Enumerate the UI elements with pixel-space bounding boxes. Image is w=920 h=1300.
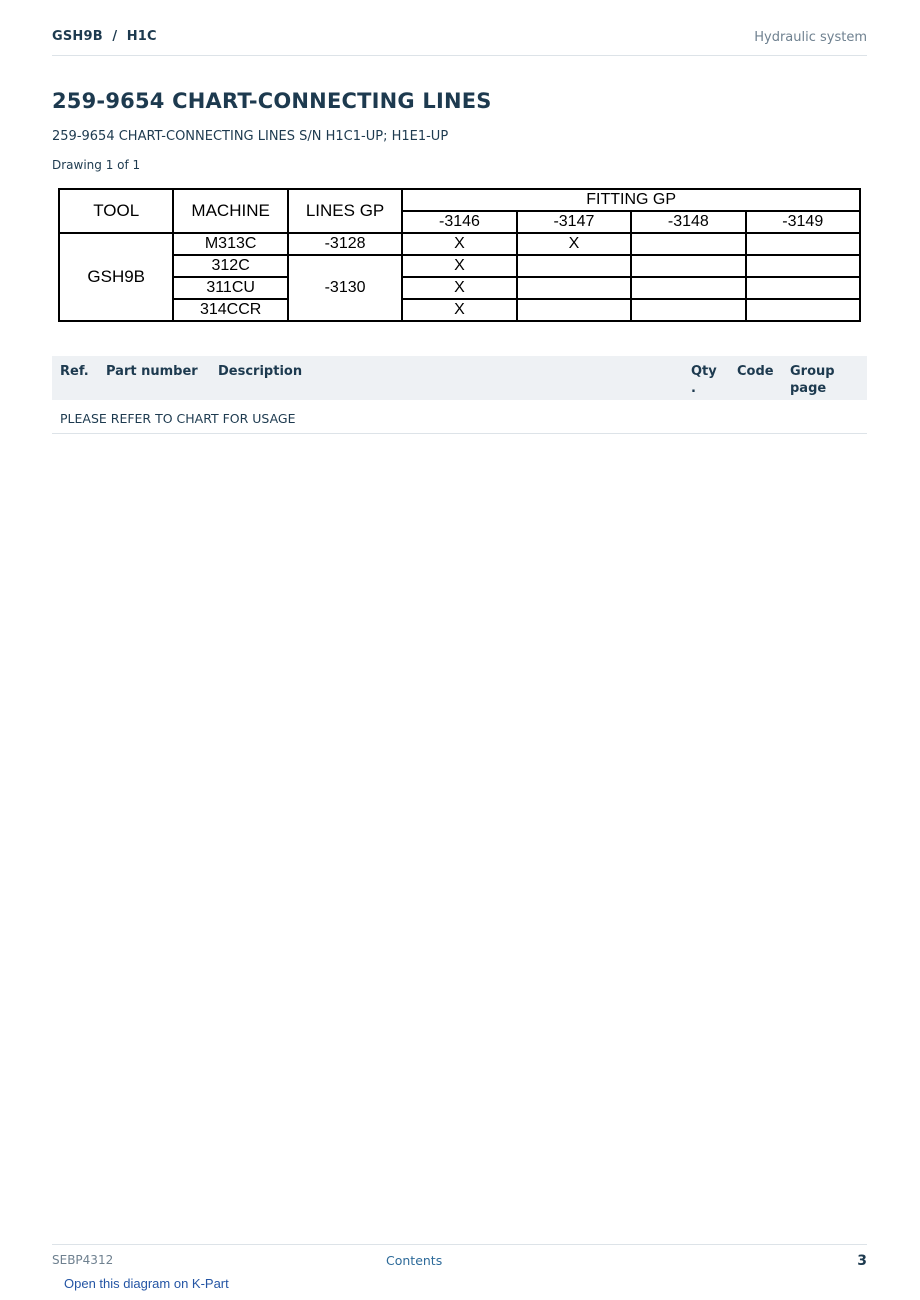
col-code: Code xyxy=(737,364,774,379)
col-group-page: Group page xyxy=(790,364,835,396)
chart-tool-cell: GSH9B xyxy=(59,233,173,321)
drawing-count: Drawing 1 of 1 xyxy=(52,158,141,172)
kpart-link[interactable]: Open this diagram on K-Part xyxy=(64,1276,229,1291)
page-number: 3 xyxy=(857,1253,867,1269)
chart-header-fitting-gp: FITTING GP xyxy=(402,189,860,211)
chart-fitting-mark xyxy=(631,233,745,255)
chart-fitting-mark: X xyxy=(402,233,516,255)
chart-fitting-col: -3149 xyxy=(746,211,860,233)
chart-fitting-mark: X xyxy=(402,299,516,321)
chart-fitting-mark xyxy=(631,277,745,299)
parts-list xyxy=(52,356,867,434)
chart-header-row xyxy=(59,189,860,211)
chart-fitting-mark: X xyxy=(402,277,516,299)
chart-row xyxy=(59,277,860,299)
chart-fitting-mark: X xyxy=(517,233,631,255)
chart-fitting-mark xyxy=(631,299,745,321)
chart-machine-cell: 314CCR xyxy=(173,299,287,321)
breadcrumb: GSH9B / H1C xyxy=(52,29,157,44)
chart-lines-cell: -3128 xyxy=(288,233,402,255)
chart-fitting-col: -3148 xyxy=(631,211,745,233)
chart-header-tool: TOOL xyxy=(59,189,173,233)
page-header xyxy=(52,28,867,56)
chart-fitting-col: -3147 xyxy=(517,211,631,233)
col-description: Description xyxy=(218,364,303,379)
chart-fitting-mark xyxy=(517,299,631,321)
chart-fitting-mark xyxy=(517,277,631,299)
connecting-lines-chart xyxy=(58,188,861,327)
page-footer xyxy=(52,1244,867,1275)
parts-list-header xyxy=(52,356,867,400)
chart-machine-cell: M313C xyxy=(173,233,287,255)
document-id: SEBP4312 xyxy=(52,1253,114,1267)
chart-fitting-mark xyxy=(517,255,631,277)
parts-list-note: PLEASE REFER TO CHART FOR USAGE xyxy=(60,411,296,426)
chart-fitting-mark xyxy=(746,299,860,321)
col-qty: Qty . xyxy=(691,364,717,396)
chart-row xyxy=(59,255,860,277)
chart-fitting-mark xyxy=(746,255,860,277)
chart-fitting-mark: X xyxy=(402,255,516,277)
chart-table xyxy=(58,188,861,322)
chart-row xyxy=(59,299,860,321)
col-part-number: Part number xyxy=(106,364,198,379)
chart-fitting-col: -3146 xyxy=(402,211,516,233)
chart-fitting-mark xyxy=(746,277,860,299)
chart-fitting-mark xyxy=(746,233,860,255)
chart-row xyxy=(59,233,860,255)
chart-fitting-mark xyxy=(631,255,745,277)
chart-lines-cell: -3130 xyxy=(288,255,402,321)
chart-header-machine: MACHINE xyxy=(173,189,287,233)
section-name: Hydraulic system xyxy=(754,30,867,45)
col-ref: Ref. xyxy=(60,364,89,379)
chart-header-lines-gp: LINES GP xyxy=(288,189,402,233)
page-title: 259-9654 CHART-CONNECTING LINES xyxy=(52,89,492,113)
contents-link[interactable]: Contents xyxy=(386,1253,443,1268)
chart-machine-cell: 311CU xyxy=(173,277,287,299)
chart-machine-cell: 312C xyxy=(173,255,287,277)
page-subtitle: 259-9654 CHART-CONNECTING LINES S/N H1C1-UP; H1E1-UP xyxy=(52,129,449,144)
